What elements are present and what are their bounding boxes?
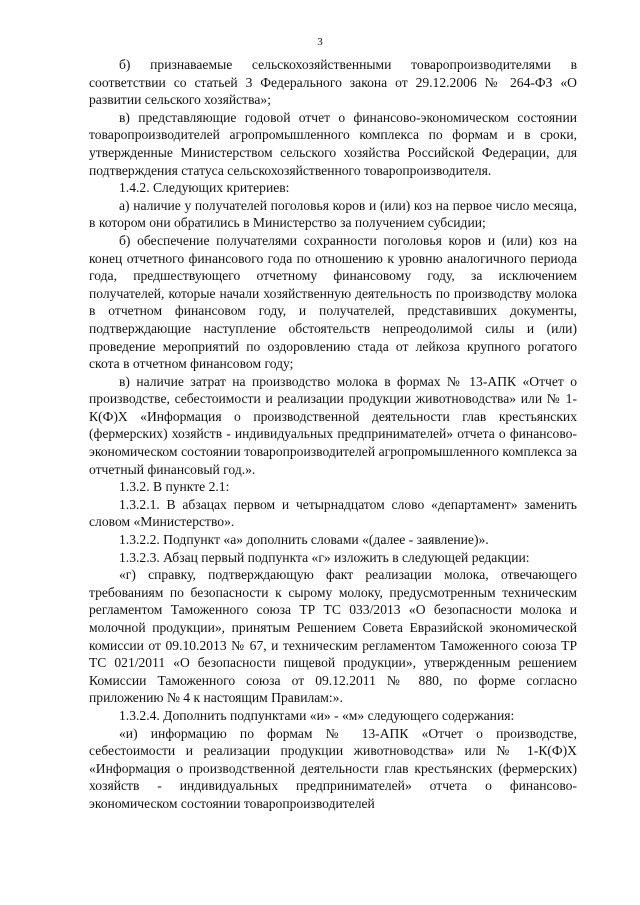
paragraph: 1.3.2.3. Абзац первый подпункта «г» изложить в следующей редакции:	[119, 549, 530, 565]
paragraph: 1.3.2. В пункте 2.1:	[119, 479, 230, 495]
paragraph: 1.3.2.4. Дополнить подпунктами «и» - «м» следующего содержания:	[119, 707, 515, 723]
paragraph: 1.3.2.1. В абзацах первом и четырнадцатом слово «департамент» заменить словом «Министерство».	[89, 496, 577, 530]
paragraph: 1.3.2.2. Подпункт «а» дополнить словами «(далее - заявление)».	[119, 532, 489, 548]
paragraph: в) наличие затрат на производство молока в формах № 13-АПК «Отчет о производстве, себестоимости и реализации продукции животноводства» или № 1-К(Ф)Х «Информация о производственной деятельности глав крестьянских (фермерских) хозяйств - индивидуальных предпринимателей» отчета о финансово-экономическом состоянии товаропроизводителей агропромышленного комплекса за отчетный финансовый год.».	[89, 373, 577, 477]
paragraph: а) наличие у получателей поголовья коров и (или) коз на первое число месяца, в котором они обратились в Министерство за получением субсидии;	[89, 197, 577, 231]
paragraph: «и) информацию по формам № 13-АПК «Отчет о производстве, себестоимости и реализации продукции животноводства» или № 1-К(Ф)Х «Информация о производственной деятельности глав крестьянских (фермерских) хозяйств - индивидуальных предпринимателей» отчета о финансово-экономическом состоянии товаропроизводителей	[89, 725, 577, 811]
paragraph: б) признаваемые сельскохозяйственными товаропроизводителями в соответствии со статьей 3 Федерального закона от 29.12.2006 № 264-ФЗ «О развитии сельского хозяйства»;	[89, 57, 577, 108]
paragraph: б) обеспечение получателями сохранности поголовья коров и (или) коз на конец отчетного финансового года по отношению к уровню аналогичного периода года, предшествующего отчетному финансовому году, за исключением получателей, которые начали хозяйственную деятельность по производству молока в отчетном финансовом году, и получателей, представивших документы, подтверждающие наступление обстоятельств непреодолимой силы и (или) проведение мероприятий по оздоровлению стада от лейкоза крупного рогатого скота в отчетном финансовом году;	[89, 232, 577, 372]
paragraph: в) представляющие годовой отчет о финансово-экономическом состоянии товаропроизводителей агропромышленного комплекса по формам и в сроки, утвержденные Министерством сельского хозяйства Российской Федерации, для подтверждения статуса сельскохозяйственного товаропроизводителя.	[89, 109, 577, 178]
paragraph: 1.4.2. Следующих критериев:	[119, 180, 290, 196]
paragraph: «г) справку, подтверждающую факт реализации молока, отвечающего требованиям по безопасности к сырому молоку, предусмотренным техническим регламентом Таможенного союза ТР ТС 033/2013 «О безопасности молока и молочной продукции», принятым Решением Совета Евразийской экономической комиссии от 09.10.2013 № 67, и техническим регламентом Таможенного союза ТР ТС 021/2011 «О безопасности пищевой продукции», утвержденным решением Комиссии Таможенного союза от 09.12.2011 № 880, по форме согласно приложению № 4 к настоящим Правилам:».	[89, 567, 577, 706]
document-body	[89, 56, 577, 813]
page-number: 3	[317, 36, 323, 48]
